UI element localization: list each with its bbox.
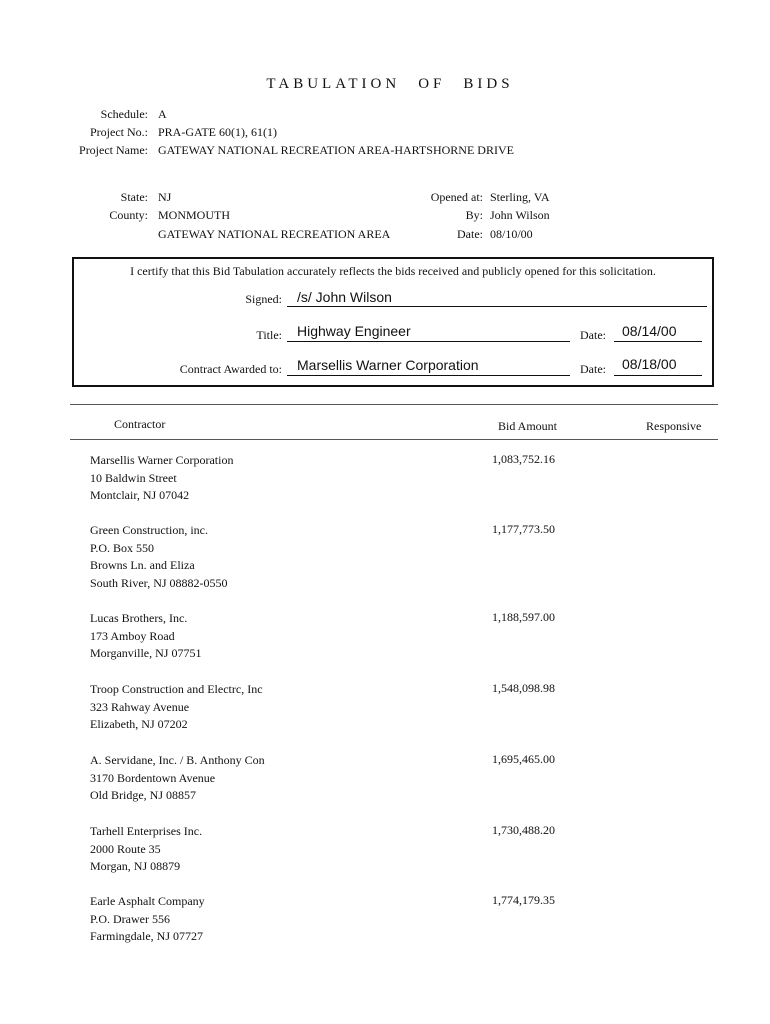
table-row	[90, 522, 228, 592]
bid-amount: 1,548,098.98	[492, 681, 555, 695]
signed-label: Signed:	[245, 292, 282, 306]
contractor-address: 10 Baldwin Street	[90, 470, 177, 485]
header-responsive: Responsive	[646, 419, 702, 433]
contractor-address: 323 Rahway Avenue	[90, 699, 190, 714]
project-name-label: Project Name:	[79, 143, 148, 157]
bid-amount: 1,730,488.20	[492, 823, 555, 837]
table-row	[90, 610, 201, 663]
table-row	[90, 893, 205, 946]
title-date-label: Date:	[580, 328, 606, 342]
schedule-label: Schedule:	[100, 107, 148, 121]
contractor-city: Morgan, NJ 08879	[90, 859, 181, 873]
project-no-value: PRA-GATE 60(1), 61(1)	[158, 125, 277, 139]
by-value: John Wilson	[490, 208, 550, 222]
contractor-address: 2000 Route 35	[90, 841, 161, 856]
contractor-city: Morganville, NJ 07751	[90, 646, 202, 660]
project-no-label: Project No.:	[90, 125, 148, 139]
table-row	[90, 681, 263, 734]
bid-amount: 1,177,773.50	[492, 522, 555, 536]
contractor-name: Earle Asphalt Company	[90, 894, 205, 908]
contractor-name: Tarhell Enterprises Inc.	[90, 824, 203, 838]
bid-amount: 1,695,465.00	[492, 752, 555, 766]
contractor-name: Green Construction, inc.	[90, 523, 208, 537]
table-header-rule	[70, 439, 718, 440]
title-word-1: TABULATION	[266, 76, 401, 92]
title-date-value: 08/14/00	[622, 323, 677, 339]
table-top-rule	[70, 404, 718, 405]
contractor-city: South River, NJ 08882-0550	[90, 575, 228, 590]
contractor-address: 173 Amboy Road	[90, 628, 175, 643]
signed-value: /s/ John Wilson	[297, 289, 392, 305]
contractor-city: Old Bridge, NJ 08857	[90, 788, 196, 802]
header-bid-amount: Bid Amount	[498, 419, 558, 433]
bid-amount: 1,774,179.35	[492, 893, 555, 907]
title-label: Title:	[256, 328, 282, 342]
state-label: State:	[120, 190, 148, 204]
header-contractor: Contractor	[114, 417, 166, 431]
contractor-city: Farmingdale, NJ 07727	[90, 929, 203, 943]
by-label: By:	[465, 208, 483, 222]
contractor-city: Montclair, NJ 07042	[90, 488, 190, 502]
table-row	[90, 752, 265, 805]
county-line2: GATEWAY NATIONAL RECREATION AREA	[158, 227, 391, 241]
contractor-address: 3170 Bordentown Avenue	[90, 770, 216, 785]
county-label: County:	[109, 208, 148, 222]
certification-statement: I certify that this Bid Tabulation accurately reflects the bids received and publicly opened for this solicitation.	[130, 264, 656, 278]
contractor-address: P.O. Drawer 556	[90, 911, 170, 926]
schedule-value: A	[158, 107, 167, 121]
page-title	[0, 76, 770, 93]
date-label: Date:	[457, 227, 483, 241]
contractor-name: Troop Construction and Electrc, Inc	[90, 682, 263, 696]
opened-at-label: Opened at:	[430, 190, 483, 204]
bid-amount: 1,188,597.00	[492, 610, 555, 624]
table-row	[90, 452, 233, 505]
contractor-name: Lucas Brothers, Inc.	[90, 611, 188, 625]
contractor-address: P.O. Box 550	[90, 540, 155, 555]
awarded-date-label: Date:	[580, 362, 606, 376]
contractor-address: Browns Ln. and Eliza	[90, 558, 195, 572]
contractor-name: A. Servidane, Inc. / B. Anthony Con	[90, 753, 265, 767]
title-value: Highway Engineer	[297, 323, 411, 339]
opened-at-value: Sterling, VA	[490, 190, 550, 204]
awarded-date-value: 08/18/00	[622, 356, 677, 372]
table-row	[90, 823, 202, 876]
title-word-3: BIDS	[463, 76, 514, 92]
contractor-name: Marsellis Warner Corporation	[90, 453, 234, 467]
county-value: MONMOUTH	[158, 208, 230, 222]
title-word-2: OF	[418, 76, 446, 92]
bid-amount: 1,083,752.16	[492, 452, 555, 466]
contractor-city: Elizabeth, NJ 07202	[90, 717, 188, 731]
state-value: NJ	[158, 190, 172, 204]
date-value: 08/10/00	[490, 227, 533, 241]
project-name-value: GATEWAY NATIONAL RECREATION AREA-HARTSHORNE DRIVE	[158, 143, 514, 157]
awarded-label: Contract Awarded to:	[179, 362, 282, 376]
awarded-value: Marsellis Warner Corporation	[297, 357, 479, 373]
